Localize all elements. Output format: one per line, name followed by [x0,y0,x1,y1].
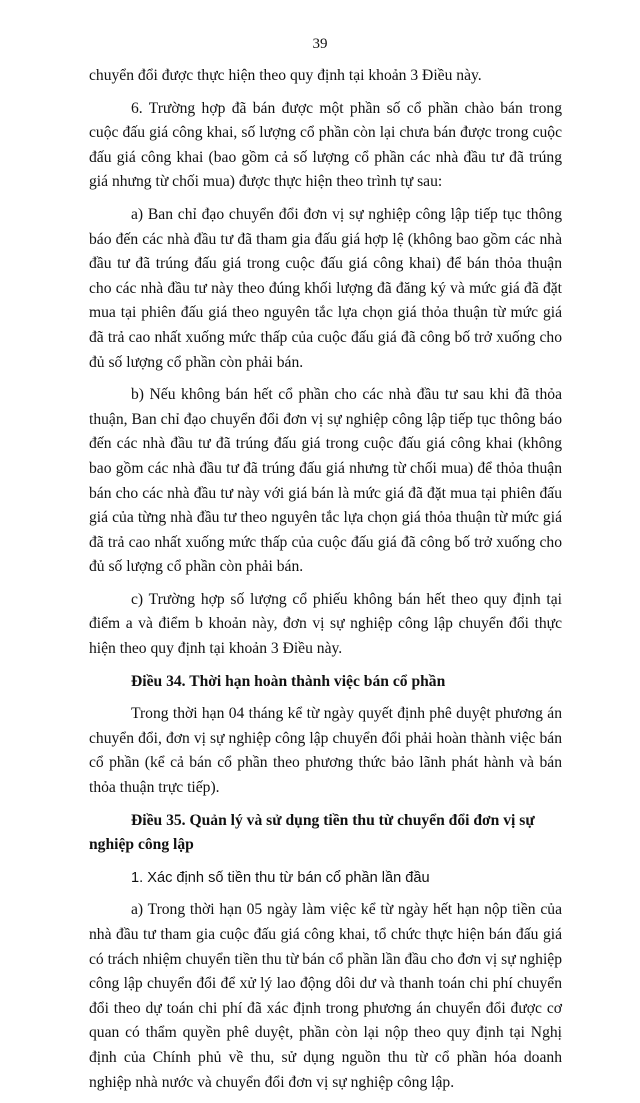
paragraph-point-b: b) Nếu không bán hết cổ phần cho các nhà đầu tư sau khi đã thỏa thuận, Ban chỉ đạo chuyển đổi đơn vị sự nghiệp công lập tiếp tục thông báo đến các nhà đầu tư đã trúng đấu giá trong cuộc đấu giá công khai (không bao gồm các nhà đầu tư đã trúng đấu giá nhưng từ chối mua) để thỏa thuận bán cho các nhà đầu tư này với giá bán là mức giá đã đặt mua tại phiên đấu giá của từng nhà đầu tư theo nguyên tắc lựa chọn giá thỏa thuận từ mức giá đã trả cao nhất xuống mức thấp của cuộc đấu giá đã công bố trở xuống cho đủ số lượng cổ phần còn phải bán. [89,386,562,576]
article-35-point-a: a) Trong thời hạn 05 ngày làm việc kể từ ngày hết hạn nộp tiền của nhà đầu tư tham gia cuộc đấu giá công khai, tổ chức thực hiện bán đấu giá có trách nhiệm chuyển tiền thu từ bán cổ phần lần đầu cho đơn vị sự nghiệp công lập chuyển đổi để xử lý lao động dôi dư và thanh toán chi phí chuyển đổi theo dự toán chi phí đã xác định trong phương án chuyển đổi được cơ quan có thẩm quyền phê duyệt, phần còn lại nộp theo quy định tại Nghị định của Chính phủ về thu, sử dụng nguồn thu từ cổ phần hóa doanh nghiệp nhà nước và chuyển đổi đơn vị sự nghiệp công lập. [89,901,562,1091]
paragraph-point-c: c) Trường hợp số lượng cổ phiếu không bán hết theo quy định tại điểm a và điểm b khoản này, đơn vị sự nghiệp công lập chuyển đổi thực hiện theo quy định tại khoản 3 Điều này. [89,590,562,658]
page-number: 39 [312,36,328,52]
paragraph-point-a: a) Ban chỉ đạo chuyển đổi đơn vị sự nghiệp công lập tiếp tục thông báo đến các nhà đầu tư đã tham gia đấu giá hợp lệ (không bao gồm các nhà đầu tư đã trúng đấu giá trong cuộc đấu giá công khai) để bán thỏa thuận cho các nhà đầu tư này theo đúng khối lượng đã đăng ký và mức giá đã đặt mua tại phiên đấu giá theo nguyên tắc lựa chọn giá thỏa thuận từ mức giá đã trả cao nhất xuống mức thấp của cuộc đấu giá đã công bố trở xuống cho đủ số lượng cổ phần còn phải bán. [89,205,562,371]
paragraph-clause-6: 6. Trường hợp đã bán được một phần số cổ phần chào bán trong cuộc đấu giá công khai, số lượng cổ phần còn lại chưa bán được trong cuộc đấu giá công khai (bao gồm cả số lượng cổ phần các nhà đầu tư đã trúng giá nhưng từ chối mua) được thực hiện theo trình tự sau: [89,99,562,191]
article-35-heading: Điều 35. Quản lý và sử dụng tiền thu từ chuyển đổi đơn vị sự nghiệp công lập [89,811,535,854]
article-34-body: Trong thời hạn 04 tháng kể từ ngày quyết định phê duyệt phương án chuyển đổi, đơn vị sự nghiệp công lập chuyển đổi phải hoàn thành việc bán cổ phần (kể cả bán cổ phần theo phương thức bảo lãnh phát hành và bán thỏa thuận trực tiếp). [89,705,562,797]
article-34-heading: Điều 34. Thời hạn hoàn thành việc bán cổ phần [131,672,446,690]
paragraph-continuation: chuyển đổi được thực hiện theo quy định tại khoản 3 Điều này. [89,67,482,84]
article-35-clause-1: 1. Xác định số tiền thu từ bán cổ phần lần đầu [131,869,430,886]
page-body [89,64,562,1103]
